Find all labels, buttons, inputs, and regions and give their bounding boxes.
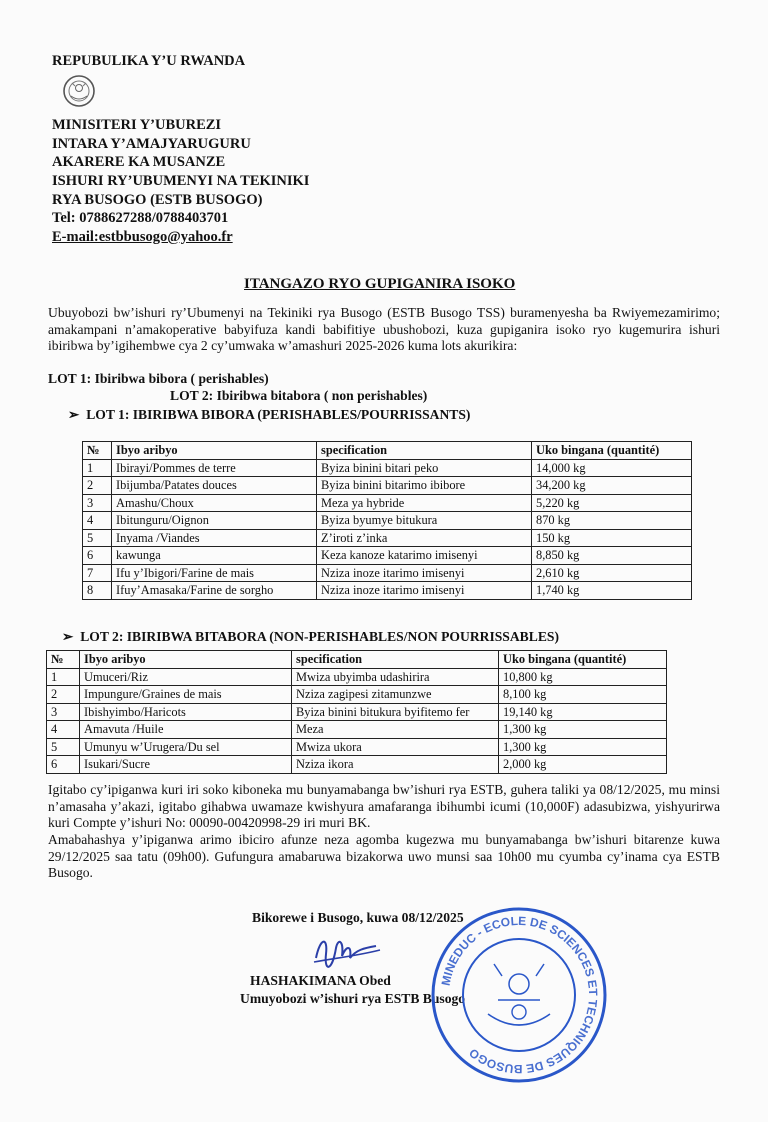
table-row: [47, 703, 667, 721]
row-number: 4: [83, 512, 112, 530]
school-stamp-icon: [428, 904, 610, 1086]
row-number: 7: [83, 564, 112, 582]
item-specification: Z’iroti z’inka: [317, 529, 532, 547]
row-number: 6: [83, 547, 112, 565]
item-specification: Byiza byumye bitukura: [317, 512, 532, 530]
item-specification: Mwiza ukora: [292, 738, 499, 756]
item-quantity: 2,000 kg: [499, 756, 667, 774]
item-specification: Byiza binini bitukura byifitemo fer: [292, 703, 499, 721]
row-number: 3: [47, 703, 80, 721]
intro-paragraph: Ubuyobozi bw’ishuri ry’Ubumenyi na Tekiniki rya Busogo (ESTB Busogo TSS) buramenyesha ba Rwiyemezamirimo; amakampani n’amakoperative babyifuza kandi babifitiye ubushobozi, kuza gupiganira isoko ryo kugemurira ishuri ibiribwa by’igihembwe cya 2 cy’umwaka w’amashuri 2025-2026 kuma lots akurikira:: [48, 305, 720, 353]
signatory-name: HASHAKIMANA Obed: [250, 973, 391, 988]
item-name: Amavuta /Huile: [80, 721, 292, 739]
item-specification: Nziza zagipesi zitamunzwe: [292, 686, 499, 704]
item-quantity: 10,800 kg: [499, 668, 667, 686]
item-specification: Nziza inoze itarimo imisenyi: [317, 582, 532, 600]
lot2-table: [46, 650, 667, 774]
letterhead: [52, 52, 309, 246]
row-number: 3: [83, 494, 112, 512]
item-specification: Meza: [292, 721, 499, 739]
coat-of-arms-icon: [62, 74, 96, 108]
row-number: 2: [83, 477, 112, 495]
notice-title: ITANGAZO RYO GUPIGANIRA ISOKO: [244, 276, 516, 292]
column-header: №: [83, 442, 112, 460]
item-name: Ibishyimbo/Haricots: [80, 703, 292, 721]
school-line: ISHURI RY’UBUMENYI NA TEKINIKI: [52, 172, 310, 189]
item-quantity: 14,000 kg: [532, 459, 692, 477]
column-header: Ibyo aribyo: [112, 442, 317, 460]
item-quantity: 8,850 kg: [532, 547, 692, 565]
item-name: Amashu/Choux: [112, 494, 317, 512]
item-name: Ifu y’Ibigori/Farine de mais: [112, 564, 317, 582]
item-specification: Byiza binini bitarimo ibibore: [317, 477, 532, 495]
item-quantity: 1,740 kg: [532, 582, 692, 600]
item-quantity: 870 kg: [532, 512, 692, 530]
row-number: 5: [47, 738, 80, 756]
item-specification: Byiza binini bitari peko: [317, 459, 532, 477]
item-quantity: 19,140 kg: [499, 703, 667, 721]
lot1-summary: LOT 1: Ibiribwa bibora ( perishables): [48, 371, 269, 386]
column-header: specification: [292, 651, 499, 669]
item-name: Ifuy’Amasaka/Farine de sorgho: [112, 582, 317, 600]
item-specification: Keza kanoze katarimo imisenyi: [317, 547, 532, 565]
item-name: Umuceri/Riz: [80, 668, 292, 686]
table-row: [83, 512, 692, 530]
place-and-date: Bikorewe i Busogo, kuwa 08/12/2025: [252, 910, 464, 925]
ministry-line: MINISITERI Y’UBUREZI: [52, 117, 222, 134]
item-name: Ibijumba/Patates douces: [112, 477, 317, 495]
row-number: 2: [47, 686, 80, 704]
table-row: [83, 494, 692, 512]
district-line: AKARERE KA MUSANZE: [52, 154, 226, 171]
table-row: [47, 721, 667, 739]
item-name: Inyama /Viandes: [112, 529, 317, 547]
republic-name: REPUBULIKA Y’U RWANDA: [52, 53, 246, 69]
lot1-heading: ➢ LOT 1: IBIRIBWA BIBORA (PERISHABLES/POURRISSANTS): [68, 407, 471, 422]
item-name: kawunga: [112, 547, 317, 565]
table-row: [83, 477, 692, 495]
item-quantity: 1,300 kg: [499, 738, 667, 756]
table-row: [83, 564, 692, 582]
table-row: [47, 756, 667, 774]
row-number: 4: [47, 721, 80, 739]
item-quantity: 8,100 kg: [499, 686, 667, 704]
table-row: [83, 459, 692, 477]
item-specification: Nziza ikora: [292, 756, 499, 774]
row-number: 1: [83, 459, 112, 477]
column-header: Uko bingana (quantité): [499, 651, 667, 669]
item-quantity: 2,610 kg: [532, 564, 692, 582]
telephone-line: Tel: 0788627288/0788403701: [52, 210, 229, 227]
item-name: Impungure/Graines de mais: [80, 686, 292, 704]
item-quantity: 150 kg: [532, 529, 692, 547]
table-row: [47, 668, 667, 686]
column-header: №: [47, 651, 80, 669]
table-row: [83, 547, 692, 565]
column-header: Ibyo aribyo: [80, 651, 292, 669]
table-row: [83, 529, 692, 547]
item-specification: Meza ya hybride: [317, 494, 532, 512]
email-line: E-mail:estbbusogo@yahoo.fr: [52, 228, 233, 245]
province-line: INTARA Y’AMAJYARUGURU: [52, 135, 251, 152]
item-name: Ibitunguru/Oignon: [112, 512, 317, 530]
item-quantity: 5,220 kg: [532, 494, 692, 512]
row-number: 8: [83, 582, 112, 600]
row-number: 5: [83, 529, 112, 547]
submission-paragraph: Amabahashya y’ipiganwa arimo ibiciro afunze neza agomba kugezwa mu bunyamabanga bw’ishuri bitarenze kuwa 29/12/2025 saa tatu (09h00). Gufungura amabaruwa bizakorwa uwo munsi saa 10h00 mu cyumba cy’inama cya ESTB Busogo.: [48, 832, 720, 880]
row-number: 1: [47, 668, 80, 686]
table-row: [47, 738, 667, 756]
item-quantity: 1,300 kg: [499, 721, 667, 739]
lot1-table: [82, 441, 692, 600]
lot2-heading: ➢ LOT 2: IBIRIBWA BITABORA (NON-PERISHABLES/NON POURRISSABLES): [62, 629, 559, 644]
svg-text:MINEDUC - ECOLE DE SCIENCES ET: MINEDUC - ECOLE DE SCIENCES ET TECHNIQUES DE BUSOGO: [438, 913, 601, 1077]
school-name-line: RYA BUSOGO (ESTB BUSOGO): [52, 191, 263, 208]
lot2-summary: LOT 2: Ibiribwa bitabora ( non perishables): [170, 388, 428, 403]
tender-document-paragraph: Igitabo cy’ipiganwa kuri iri soko kiboneka mu bunyamabanga bw’ishuri rya ESTB, guhera taliki ya 08/12/2025, mu minsi n’amasaha y’akazi, igitabo gihabwa uwamaze kwishyura amafaranga ibihumbi icumi (10,000F) adasubizwa, yishyurirwa kuri Compte y’ishuri No: 00090-00420998-29 iri muri BK.: [48, 782, 720, 830]
signatory-role: Umuyobozi w’ishuri rya ESTB Busogo: [240, 991, 466, 1006]
column-header: specification: [317, 442, 532, 460]
item-quantity: 34,200 kg: [532, 477, 692, 495]
item-specification: Nziza inoze itarimo imisenyi: [317, 564, 532, 582]
item-name: Ibirayi/Pommes de terre: [112, 459, 317, 477]
column-header: Uko bingana (quantité): [532, 442, 692, 460]
item-specification: Mwiza ubyimba udashirira: [292, 668, 499, 686]
item-name: Isukari/Sucre: [80, 756, 292, 774]
row-number: 6: [47, 756, 80, 774]
table-header-row: [83, 442, 692, 460]
table-row: [83, 582, 692, 600]
item-name: Umunyu w’Urugera/Du sel: [80, 738, 292, 756]
table-header-row: [47, 651, 667, 669]
signature-icon: [306, 928, 386, 978]
table-row: [47, 686, 667, 704]
